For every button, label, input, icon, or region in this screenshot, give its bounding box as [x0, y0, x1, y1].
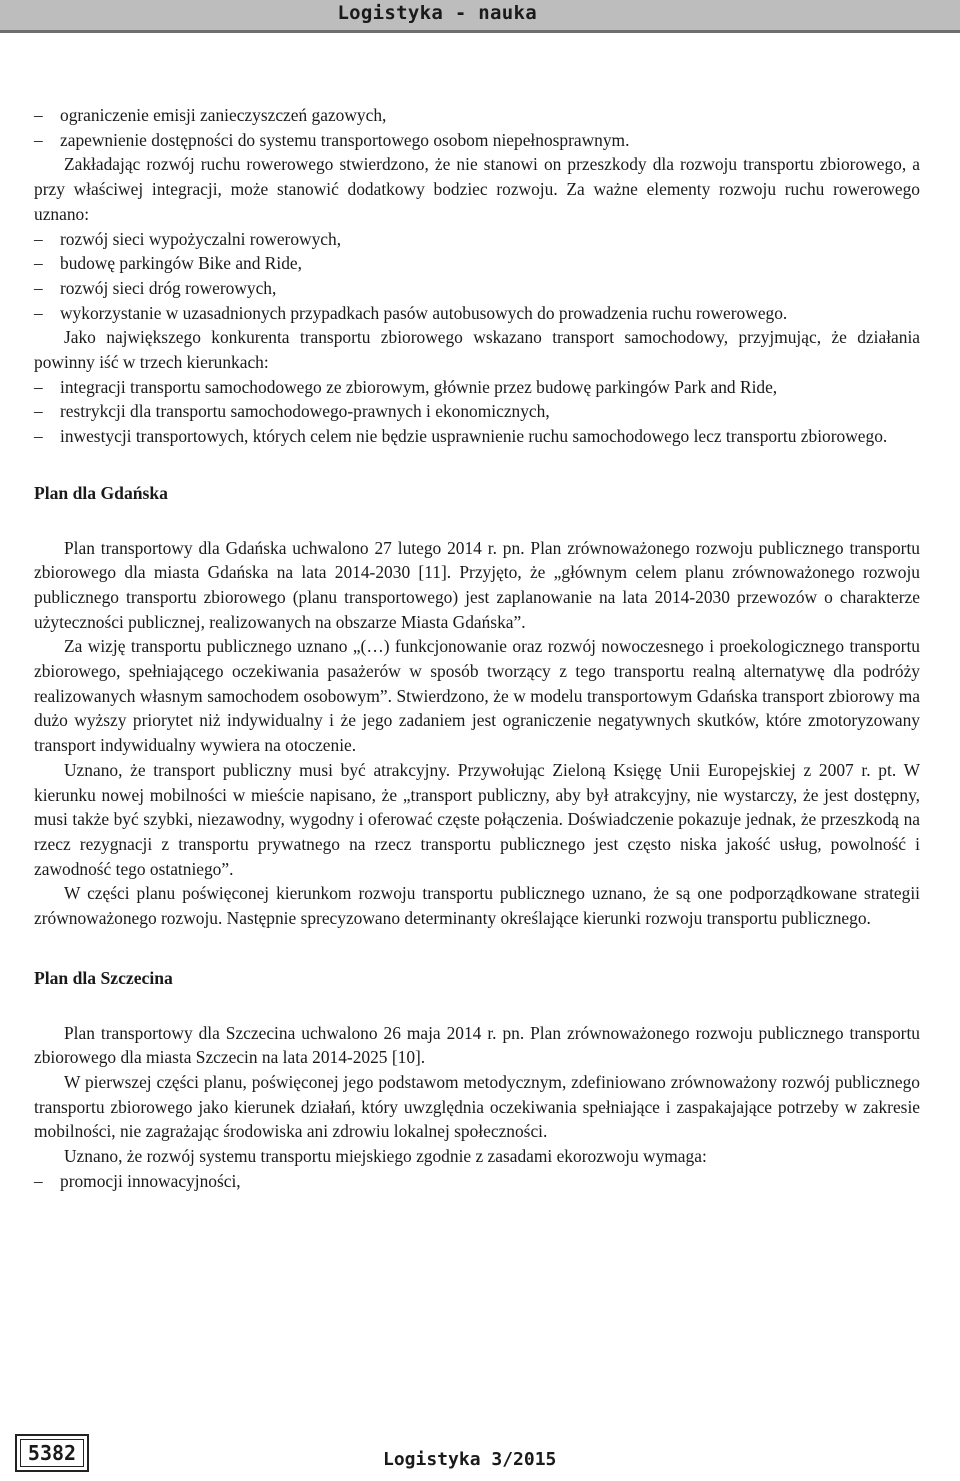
- section-heading-gdansk: Plan dla Gdańska: [34, 482, 168, 503]
- paragraph-szczecin-1: Plan transportowy dla Szczecina uchwalono 26 maja 2014 r. pn. Plan zrównoważonego rozwoju publicznego transportu zbiorowego dla miasta Szczecin na lata 2014-2025 [10].: [34, 1022, 920, 1068]
- list-item: – budowę parkingów Bike and Ride,: [34, 251, 920, 276]
- dash-bullet: –: [34, 105, 43, 125]
- list-item: – restrykcji dla transportu samochodowego-prawnych i ekonomicznych,: [34, 399, 920, 424]
- list-item: – promocji innowacyjności,: [34, 1169, 920, 1194]
- list-item: – ograniczenie emisji zanieczyszczeń gazowych,: [34, 103, 920, 128]
- list-item: – rozwój sieci dróg rowerowych,: [34, 276, 920, 301]
- journal-footer-title: Logistyka 3/2015: [383, 1449, 557, 1470]
- ecodevelopment-list: [34, 1169, 920, 1194]
- bicycle-elements-list: [34, 227, 920, 326]
- paragraph-gdansk-2: Za wizję transportu publicznego uznano „(…) funkcjonowanie oraz rozwój nowoczesnego i proekologicznego transportu zbiorowego, spełniającego oczekiwania pasażerów w sposób tworzący z tego transportu realną alternatywę dla podróży realizowanych własnym samochodem osobowym”. Stwierdzono, że w modelu transportowym Gdańska transport zbiorowy ma dużo wyższy priorytet niż indywidualny i że jego zadaniem jest ograniczenie negatywnych skutków, które zmotoryzowany transport indywidualny wywiera na otoczenie.: [34, 636, 920, 756]
- page-number: 5382: [27, 1441, 77, 1465]
- paragraph-bicycle: Zakładając rozwój ruchu rowerowego stwierdzono, że nie stanowi on przeszkody dla rozwoju transportu zbiorowego, a przy właściwej integracji, może stanowić dodatkowy bodziec rozwoju. Za ważne elementy rozwoju ruchu rowerowego uznano:: [34, 154, 920, 224]
- paragraph-gdansk-4: W części planu poświęconej kierunkom rozwoju transportu publicznego uznano, że są one podporządkowane strategii zrównoważonego rozwoju. Następnie sprecyzowano determinanty określające kierunki rozwoju transportu publicznego.: [34, 883, 920, 929]
- list-item: – zapewnienie dostępności do systemu transportowego osobom niepełnosprawnym.: [34, 128, 920, 153]
- dash-bullet: –: [34, 277, 43, 298]
- list-item: – integracji transportu samochodowego ze zbiorowym, głównie przez budowę parkingów Park and Ride,: [34, 375, 920, 400]
- paragraph-gdansk-3: Uznano, że transport publiczny musi być atrakcyjny. Przywołując Zieloną Księgę Unii Europejskiej z 2007 r. pt. W kierunku nowej mobilności w mieście napisano, że „transport publiczny, aby był atrakcyjny, nie wystarczy, że jest dostępny, musi także być szybki, niezawodny, wygodny i oferować częste połączenia. Doświadczenie pokazuje jednak, że przeszkodą na rzecz rezygnacji z transportu prywatnego na rzecz transportu publicznego jest często niska jakość usług, powolność i zawodność tego ostatniego”.: [34, 759, 920, 879]
- paragraph-szczecin-3: Uznano, że rozwój systemu transportu miejskiego zgodnie z zasadami ekorozwoju wymaga:: [64, 1146, 707, 1167]
- list-item: – rozwój sieci wypożyczalni rowerowych,: [34, 227, 920, 252]
- article-body: [34, 103, 920, 1193]
- paragraph-gdansk-1: Plan transportowy dla Gdańska uchwalono 27 lutego 2014 r. pn. Plan zrównoważonego rozwoju publicznego transportu zbiorowego dla miasta Gdańska na lata 2014-2030 [11]. Przyjęto, że „głównym celem planu zrównoważonego rozwoju publicznego transportu zbiorowego (planu transportowego) jest zaplanowanie na lata 2014-2030 przewozów o charakterze użyteczności publicznej, realizowanych na obszarze Miasta Gdańska”.: [34, 537, 920, 632]
- section-heading-szczecin: Plan dla Szczecina: [34, 967, 173, 988]
- dash-bullet: –: [34, 253, 43, 274]
- paragraph-car-competitor: Jako największego konkurenta transportu zbiorowego wskazano transport samochodowy, przyjmując, że działania powinny iść w trzech kierunkach:: [34, 327, 920, 373]
- emission-list: [34, 103, 920, 152]
- dash-bullet: –: [34, 302, 43, 323]
- page-number-box: [15, 1434, 89, 1472]
- list-item: – wykorzystanie w uzasadnionych przypadkach pasów autobusowych do prowadzenia ruchu rowerowego.: [34, 301, 920, 326]
- list-item: – inwestycji transportowych, których celem nie będzie usprawnienie ruchu samochodowego lecz transportu zbiorowego.: [34, 424, 920, 449]
- running-header-title: Logistyka - nauka: [337, 2, 537, 24]
- running-header-bar: [0, 0, 960, 33]
- dash-bullet: –: [34, 228, 43, 249]
- dash-bullet: –: [34, 426, 43, 447]
- dash-bullet: –: [34, 1170, 43, 1191]
- dash-bullet: –: [34, 129, 43, 150]
- directions-list: [34, 375, 920, 449]
- paragraph-szczecin-2: W pierwszej części planu, poświęconej jego podstawom metodycznym, zdefiniowano zrównoważony rozwój publicznego transportu zbiorowego jako kierunek działań, który uwzględnia oczekiwania spełniające i zaspakajające potrzeby w zakresie mobilności, nie zagrażając środowiska ani zdrowiu lokalnej społeczności.: [34, 1071, 920, 1142]
- dash-bullet: –: [34, 376, 43, 397]
- dash-bullet: –: [34, 401, 43, 422]
